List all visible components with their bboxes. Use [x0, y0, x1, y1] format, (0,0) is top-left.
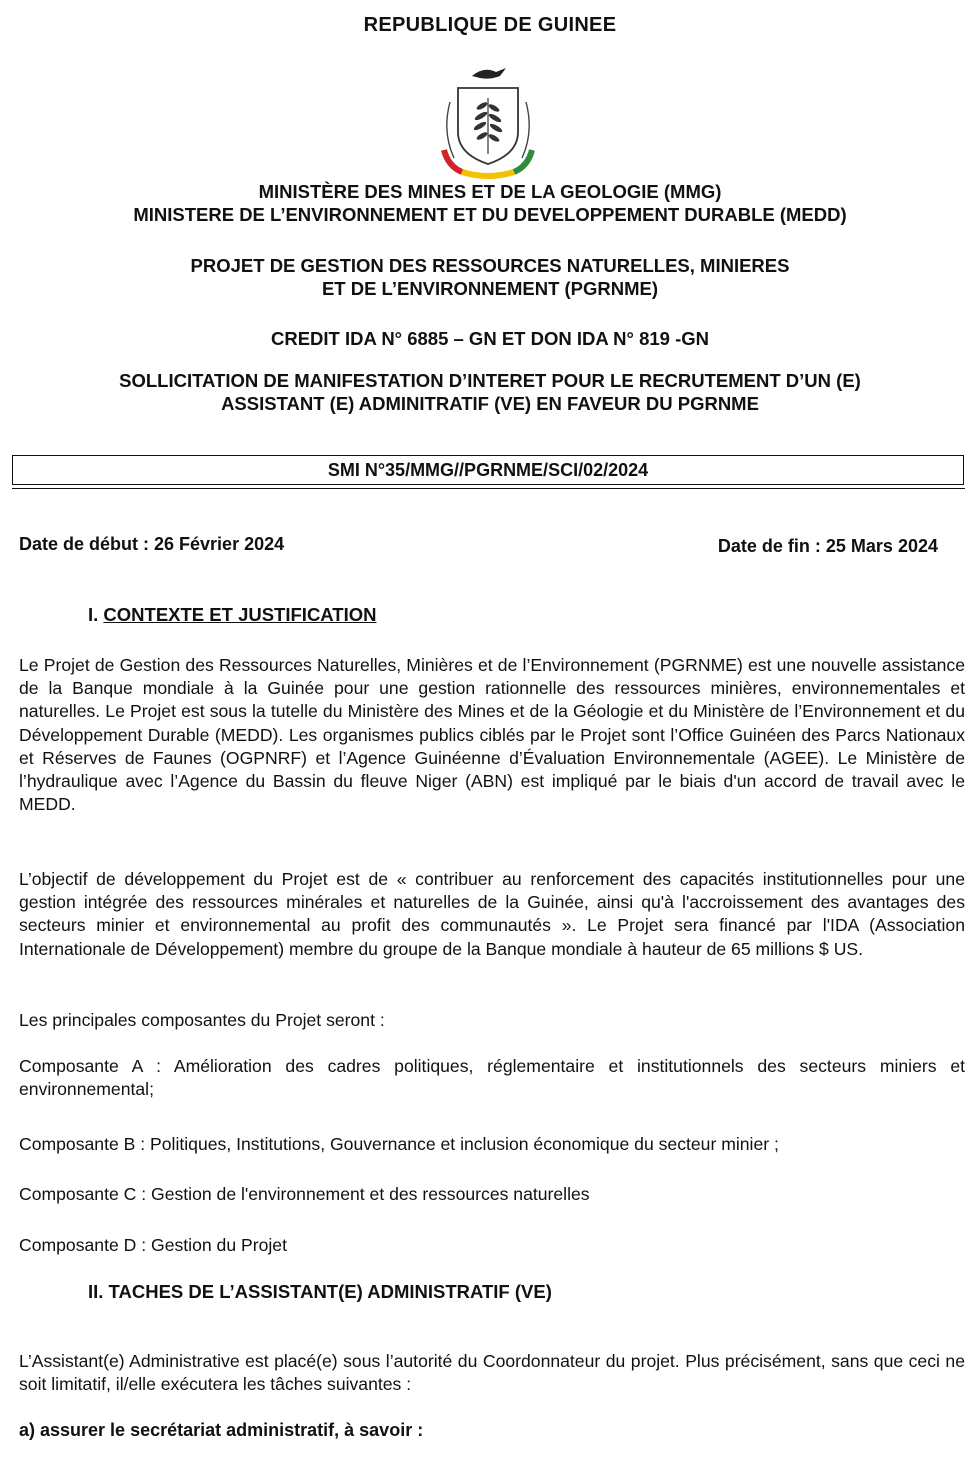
section2-heading: II. TACHES DE L’ASSISTANT(E) ADMINISTRATIF (VE) — [88, 1281, 552, 1302]
end-date: Date de fin : 25 Mars 2024 — [717, 536, 938, 556]
context-paragraph-1: Le Projet de Gestion des Ressources Naturelles, Minières et de l’Environnement (PGRNME) est une nouvelle assistance de la Banque mondiale à la Guinée pour une gestion rationnelle des ressources minières, environnementales et naturelles. Le Projet est sous la tutelle du Ministère des Mines et de la Géologie et du Ministère de l’Environnement et du Développement Durable (MEDD). Les organismes publics ciblés par le Projet sont l’Office Guinéen des Parcs Nationaux et Réserves de Faunes (OGPNRF) et l’Agence Guinéenne d’Évaluation Environnementale (AGEE). Le Ministère de l’hydraulique avec l’Agence du Bassin du fleuve Niger (ABN) est impliqué par le biais d'un accord de travail avec le MEDD. — [19, 655, 965, 815]
emblem-icon — [432, 62, 544, 180]
reference-box: SMI N°35/MMG//PGRNME/SCI/02/2024 — [12, 455, 964, 485]
component-b: Composante B : Politiques, Institutions, Gouvernance et inclusion économique du secteur minier ; — [19, 1134, 779, 1154]
start-date: Date de début : 26 Février 2024 — [19, 534, 285, 554]
ministry-mines-heading: MINISTÈRE DES MINES ET DE LA GEOLOGIE (MMG) — [258, 181, 722, 202]
tasks-paragraph: L’Assistant(e) Administrative est placé(e) sous l’autorité du Coordonnateur du projet. Plus précisément, sans que ceci ne soit limitatif, il/elle exécutera les tâches suivantes : — [19, 1351, 965, 1395]
component-c: Composante C : Gestion de l'environnement et des ressources naturelles — [19, 1184, 590, 1204]
component-d: Composante D : Gestion du Projet — [19, 1235, 287, 1255]
section1-heading — [88, 604, 376, 626]
country-heading: REPUBLIQUE DE GUINEE — [363, 14, 617, 36]
solicitation-title-line1: SOLLICITATION DE MANIFESTATION D’INTERET POUR LE RECRUTEMENT D’UN (E) — [119, 370, 861, 391]
component-a: Composante A : Amélioration des cadres politiques, réglementaire et institutionnels des secteurs miniers et environnemental; — [19, 1056, 965, 1100]
ministry-environment-heading: MINISTERE DE L’ENVIRONNEMENT ET DU DEVELOPPEMENT DURABLE (MEDD) — [133, 204, 847, 225]
context-paragraph-2: L’objectif de développement du Projet est de « contribuer au renforcement des capacités institutionnelles pour une gestion intégrée des ressources minérales et naturelles de la Guinée, ainsi qu'à l'accroissement des avantages des secteurs minier et environnemental au profit des communautés ». Le Projet sera financé par l'IDA (Association Internationale de Développement) membre du groupe de la Banque mondiale à hauteur de 65 millions $ US. — [19, 869, 965, 959]
project-title-line1: PROJET DE GESTION DES RESSOURCES NATURELLES, MINIERES — [190, 255, 790, 276]
section1-number: I. — [88, 604, 104, 625]
task-item-a: a) assurer le secrétariat administratif, à savoir : — [19, 1420, 424, 1440]
credit-heading: CREDIT IDA N° 6885 – GN ET DON IDA N° 819 -GN — [271, 328, 709, 349]
coat-of-arms-emblem — [432, 62, 544, 180]
solicitation-title-line2: ASSISTANT (E) ADMINITRATIF (VE) EN FAVEUR DU PGRNME — [221, 393, 759, 414]
components-intro: Les principales composantes du Projet seront : — [19, 1010, 385, 1030]
project-title-line2: ET DE L’ENVIRONNEMENT (PGRNME) — [321, 278, 659, 299]
section1-title: CONTEXTE ET JUSTIFICATION — [103, 604, 377, 625]
